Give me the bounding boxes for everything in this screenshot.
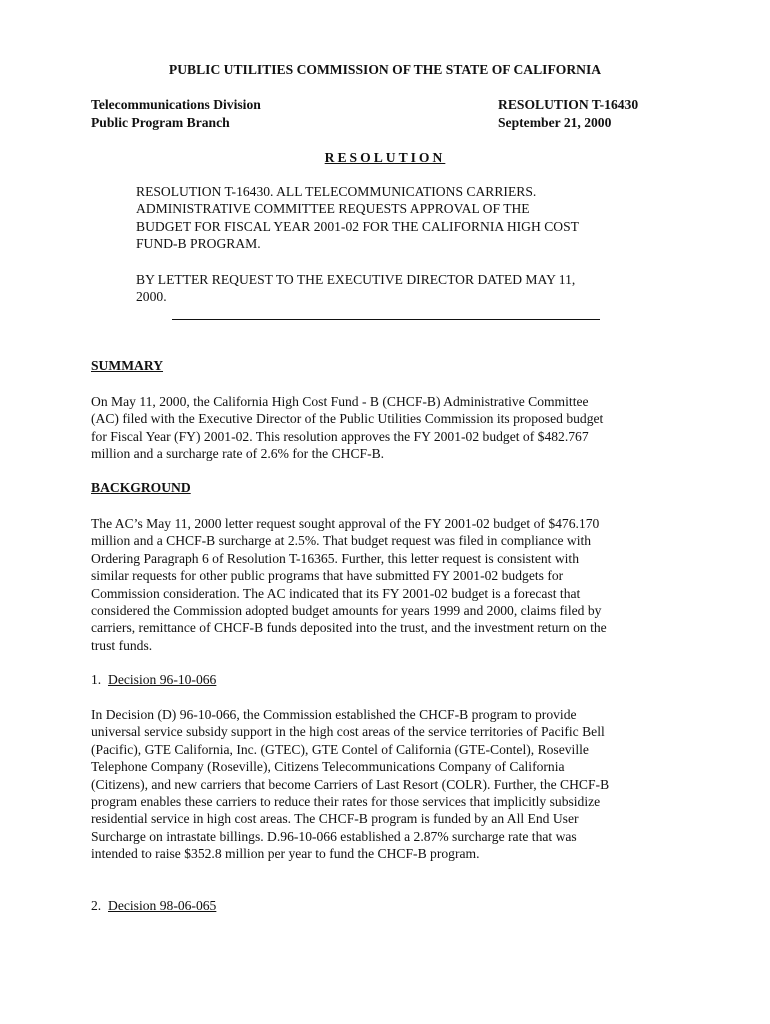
request-line: BY LETTER REQUEST TO THE EXECUTIVE DIRECTOR DATED MAY 11, [136, 272, 576, 287]
section-1-line: universal service subsidy support in the high cost areas of the service territories of Pacific Bell [91, 724, 605, 740]
section-1-line: Surcharge on intrastate billings. D.96-10-066 established a 2.87% surcharge rate that was [91, 828, 577, 844]
section-1-line: residential service in high cost areas. The CHCF-B program is funded by an All End User [91, 811, 579, 827]
summary-line: On May 11, 2000, the California High Cost Fund - B (CHCF-B) Administrative Committee [91, 394, 589, 409]
section-2-number: 2. [91, 898, 102, 913]
section-1-line: program enables these carriers to reduce their rates for those services that implicitly subsidize [91, 794, 601, 810]
summary-line: million and a surcharge rate of 2.6% for the CHCF-B. [91, 446, 385, 462]
section-2-title: Decision 98-06-065 [108, 898, 217, 913]
division-name: Telecommunications Division [91, 97, 261, 112]
section-1-title: Decision 96-10-066 [108, 672, 217, 687]
summary-line: (AC) filed with the Executive Director of the Public Utilities Commission its proposed budget [91, 411, 604, 427]
resolution-caption [136, 183, 656, 253]
background-line: carriers, remittance of CHCF-B funds deposited into the trust, and the investment return on the [91, 620, 607, 636]
section-1-number: 1. [91, 672, 102, 687]
background-line: considered the Commission adopted budget amounts for years 1999 and 2000, claims filed by [91, 603, 602, 619]
resolution-date: September 21, 2000 [498, 115, 612, 130]
resolution-number: RESOLUTION T-16430 [498, 97, 639, 112]
background-line: million and a CHCF-B surcharge at 2.5%. That budget request was filed in compliance with [91, 533, 592, 549]
summary-paragraph [91, 393, 681, 463]
background-paragraph [91, 515, 681, 654]
section-2-heading [91, 898, 216, 914]
section-1-line: intended to raise $352.8 million per year to fund the CHCF-B program. [91, 846, 480, 862]
caption-line: RESOLUTION T-16430. ALL TELECOMMUNICATIONS CARRIERS. [136, 184, 537, 199]
resolution-heading-text: RESOLUTION [324, 150, 446, 165]
background-heading: BACKGROUND [91, 480, 191, 495]
section-1-line: In Decision (D) 96-10-066, the Commission established the CHCF-B program to provide [91, 707, 577, 722]
agency-title: PUBLIC UTILITIES COMMISSION OF THE STATE OF CALIFORNIA [168, 62, 602, 77]
background-line: Ordering Paragraph 6 of Resolution T-16365. Further, this letter request is consistent with [91, 550, 580, 566]
caption-line: BUDGET FOR FISCAL YEAR 2001-02 FOR THE CALIFORNIA HIGH COST [136, 218, 579, 234]
request-statement [136, 271, 656, 306]
section-1-line: (Pacific), GTE California, Inc. (GTEC), GTE Contel of California (GTE-Contel), Roseville [91, 741, 589, 757]
summary-heading: SUMMARY [91, 358, 164, 373]
section-1-paragraph [91, 706, 681, 863]
caption-line: ADMINISTRATIVE COMMITTEE REQUESTS APPROVAL OF THE [136, 201, 530, 217]
resolution-heading [0, 150, 770, 166]
background-line: The AC’s May 11, 2000 letter request sought approval of the FY 2001-02 budget of $476.170 [91, 516, 600, 531]
section-1-line: Telephone Company (Roseville), Citizens Telecommunications Company of California [91, 759, 565, 775]
separator-rule [172, 319, 600, 320]
background-line: similar requests for other public programs that have submitted FY 2001-02 budgets for [91, 568, 564, 584]
section-1-line: (Citizens), and new carriers that become Carriers of Last Resort (COLR). Further, the CHCF-B [91, 776, 610, 792]
caption-line: FUND-B PROGRAM. [136, 236, 261, 252]
branch-name: Public Program Branch [91, 115, 230, 130]
background-line: trust funds. [91, 637, 153, 653]
background-line: Commission consideration. The AC indicated that its FY 2001-02 budget is a forecast that [91, 585, 581, 601]
summary-line: for Fiscal Year (FY) 2001-02. This resolution approves the FY 2001-02 budget of $482.767 [91, 428, 589, 444]
section-1-heading [91, 672, 216, 688]
request-line: 2000. [136, 289, 167, 305]
